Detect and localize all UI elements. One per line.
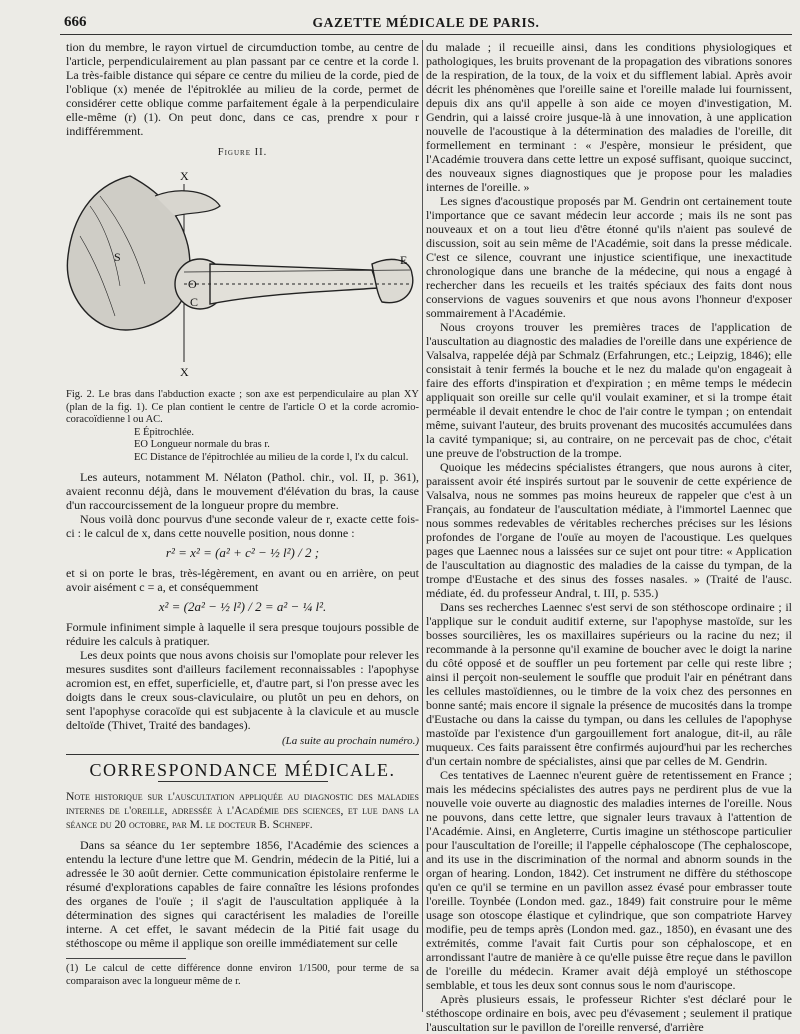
page-header: [60, 12, 792, 35]
article-heading: Note historique sur l'auscultation appliquée au diagnostic des maladies internes de l'oreille, adressée à l'Académie des sciences, et lue dans la séance du 20 octobre, par M. le docteur B. Schnepf.: [66, 790, 419, 831]
paragraph: Nous croyons trouver les premières traces de l'application de l'auscultation au diagnostic des maladies de l'oreille dans une expérience de Valsalva, rappelée déjà par Schmalz (Erfahrungen, etc.; Leipzig, 1846); elle consistait à tenir fermés la bouche et le nez du malade qu'on engageait à faire des efforts d'inspiration et d'expiration ; en même temps le médecin appliquait son oreille sur celle qu'il voulait examiner, et si la trompe était perméable il devait entendre le choc de l'air contre le tympan ; on entendait même, suivant l'auteur, des bruits provenant des mucosités accumulées dans la cavité tympanique; si, au contraire, on ne percevait pas de choc, c'était une preuve de l'obstruction de la trompe.: [426, 320, 792, 460]
formula: x² = (2a² − ½ l²) / 2 = a² − ¼ l².: [158, 599, 327, 614]
footnote-rule: [66, 958, 186, 959]
paragraph: Les deux points que nous avons choisis sur l'omoplate pour relever les mesures susdites sont d'ailleurs facilement reconnaissables : l'apophyse acromion est, en effet, superficielle, et, d'autre part, si l'on presse avec les doigts dans le creux sous-claviculaire, ou plutôt un peu en dehors, on sent l'apophyse coracoïde qui est subjacente à la clavicule et au muscle deltoïde (Thivet, Traité des bandages).: [66, 648, 419, 732]
section-title: CORRESPONDANCE MÉDICALE.: [89, 760, 396, 780]
paragraph: Les signes d'acoustique proposés par M. Gendrin ont certainement toute l'importance que ce savant médecin leur accorde ; mais ils ne sont pas nouveaux et on a tout lieu d'être étonné qu'ils n'aient pas soulevé de discussion, soit au sein même de l'Académie, soit dans la presse médicale. C'est ce silence, couvrant une injustice scientifique, une inexactitude chronologique dans une branche de la médecine, qui nous a engagé à rechercher dans les recueils et les traités spéciaux des faits dont nous conservions de vagues souvenirs et que nous avons l'honneur d'exposer sommairement à l'Académie.: [426, 194, 792, 320]
figure-heading: Figure II.: [217, 147, 268, 158]
right-column: [426, 40, 792, 1034]
paragraph: Dans ses recherches Laennec s'est servi de son stéthoscope ordinaire ; il l'applique sur le conduit auditif externe, sur l'apophyse mastoïde, sur les bosses sourcilières, les os maxillaires supérieurs ou la racine du nez; il recommande à la personne qu'il examine de boucher avec le doigt la narine du côté opposé et de souffler un peu fortement par celle qui reste libre ; ainsi il perçoit non-seulement le souffle que produit l'air en pénétrant dans les cellules mastoïdiennes, ou le timbre de la voix chez des personnes en bonne santé; mais encore il signale la présence de mucosités dans la trompe d'Eustache ou dans la caisse du tympan, ou dans les cellules de l'apophyse mastoïde par l'existence d'un gargouillement fort analogue, dit-il, au râle muqueux. Ces faits paraissent être confirmés aujourd'hui par les recherches d'un certain nombre de spécialistes, ainsi que par celles de M. Gendrin.: [426, 600, 792, 768]
title-rule: [158, 781, 328, 782]
page-number: 666: [64, 14, 87, 30]
footnote: (1) Le calcul de cette différence donne environ 1/1500, pour terme de sa comparaison avec la longueur même de r.: [66, 963, 419, 987]
caption-line: Fig. 2. Le bras dans l'abduction exacte ; son axe est perpendiculaire au plan XY (plan de la fig. 1). Ce plan contient le centre de l'article O et la corde acromio-coracoïdienne l ou AC.: [66, 389, 419, 425]
caption-line: EO Longueur normale du bras r.: [134, 439, 270, 450]
section-rule: [66, 754, 419, 755]
paragraph: Dans sa séance du 1er septembre 1856, l'Académie des sciences a entendu la lecture d'une lettre que M. Gendrin, médecin de la Pitié, lui a adressée le 30 août dernier. Cette communication épistolaire renferme le résumé d'explorations capables de faire connaître les lésions profondes des organes de l'ouïe ; il s'agit de l'auscultation appliquée à la détermination des signes qui caractérisent les maladies de l'oreille interne. A cet effet, le savant médecin de la Pitié fait usage du stéthoscope ou même il applique son oreille immédiatement sur celle: [66, 838, 419, 950]
paragraph: Les auteurs, notamment M. Nélaton (Pathol. chir., vol. II, p. 361), avaient reconnu déjà, dans le mouvement d'élévation du bras, la cause d'un raccourcissement de la longueur propre du membre.: [66, 470, 419, 512]
caption-line: E Épitrochlée.: [134, 426, 195, 438]
arm-abduction-figure: [60, 166, 425, 381]
paragraph: Après plusieurs essais, le professeur Richter s'est déclaré pour le stéthoscope ordinaire en bois, avec peu d'évasement ; seulement il pratique l'auscultation sur le pavillon de l'oreille renversé, d'arrière: [426, 992, 792, 1034]
to-be-continued: (La suite au prochain numéro.): [282, 735, 419, 747]
paragraph: du malade ; il recueille ainsi, dans les conditions physiologiques et pathologiques, les bruits provenant de la propagation des vibrations sonores de la respiration, de la toux, de la voix et du sifflement labial. Après avoir décrit les phénomènes que l'oreille saine et l'oreille malade lui fournissent, depuis dix ans qu'il appelle à son aide ce moyen d'investigation, M. Gendrin, qui a laissé croire jusque-là à une innovation, à une application nouvelle de l'acoustique à la détermination des maladies de l'oreille, dit formellement en terminant : « J'espère, monsieur le président, que l'Académie trouvera dans cette lettre un exposé suffisant, quoique succinct, des nouveaux signes diagnostiques que je propose pour les maladies internes de l'oreille. »: [426, 40, 792, 194]
label-o: O: [188, 277, 197, 291]
paragraph: Ces tentatives de Laennec n'eurent guère de retentissement en France ; mais les médecins spécialistes des autres pays ne perdirent plus de vue la nouvelle voie ouverte au diagnostic des maladies internes de l'oreille. Nous ne pouvons, dans cette lettre, que signaler leurs travaux à l'attention de l'Académie. Ainsi, en Angleterre, Curtis imagine un stéthoscope particulier pour l'auscultation de l'oreille; il l'appelle céphaloscope (The cephaloscope, and its use in the discrimination of the normal and abnorm sounds in the organ of hearing. London, 1842). Cet instrument ne diffère du stéthoscope qu'en ce qu'il se termine en un pavillon assez évasé pour embrasser toute l'oreille. Toynbée (London med. gaz., 1849) fait construire pour le même usage son otoscope élastique et cylindrique, que son compatriote Harvey modifie, peu de temps après (London med. gaz., 1850), en évasant une des extrémités, comme l'avait fait Curtis pour son céphaloscope, et en arrondissant l'autre de manière à ce qu'elle puisse être reçue dans le pavillon de l'oreille du médecin. Kramer avait déjà employé un stéthoscope semblable, et tous les deux sont connus sous le nom d'auriscope.: [426, 768, 792, 992]
axis-x-top-label: X: [180, 169, 189, 183]
paragraph: Nous voilà donc pourvus d'une seconde valeur de r, exacte cette fois-ci : le calcul de x, dans cette nouvelle position, nous donne :: [66, 512, 419, 540]
caption-line: EC Distance de l'épitrochlée au milieu de la corde l, l'x du calcul.: [134, 451, 409, 463]
label-e: E: [400, 253, 408, 267]
left-column: [66, 40, 419, 988]
paragraph: et si on porte le bras, très-légèrement, en avant ou en arrière, on peut avoir aisément c = a, et conséquemment: [66, 566, 419, 594]
paragraph: Quoique les médecins spécialistes étrangers, que nous aurons à citer, paraissent avoir été inspirés surtout par le souvenir de cette expérience de Valsalva, nous ne sommes pas moins heureux de rappeler que c'est à un Français, au fondateur de l'auscultation médiate, à l'immortel Laennec que nous sommes redevables de véritables recherches précises sur les lésions profondes de l'organe de l'ouïe au moyen de l'acoustique. Les quelques pages que Laennec nous a laissées sur ce sujet ont pour titre: « Application de l'auscultation au diagnostic des maladies de la caisse du tympan, de la trompe d'Eustache et des sinus des fosses nasales. » (Traité de l'ausc. médiate, éd. du professeur Andral, t. III, p. 535.): [426, 460, 792, 600]
label-s: S: [114, 250, 121, 264]
paragraph: Formule infiniment simple à laquelle il sera presque toujours possible de réduire les calculs à pratiquer.: [66, 620, 419, 648]
figure-caption: [66, 389, 419, 464]
journal-title: GAZETTE MÉDICALE DE PARIS.: [312, 15, 540, 30]
formula: r² = x² = (a² + c² − ½ l²) / 2 ;: [165, 545, 320, 560]
paragraph: tion du membre, le rayon virtuel de circumduction tombe, au centre de l'article, perpendiculairement au plan passant par ce centre et la corde l. La très-faible distance qui sépare ce centre du milieu de la corde, pied de l'oblique (x) menée de l'épitroklée au milieu de la corde, permet de considérer cette oblique comme parfaitement égale à la perpendiculaire elle-même (r) (1). On peut donc, dans ce cas, prendre x pour r indifféremment.: [66, 40, 419, 138]
label-c: C: [190, 295, 199, 309]
axis-x-bottom-label: X: [180, 365, 189, 379]
